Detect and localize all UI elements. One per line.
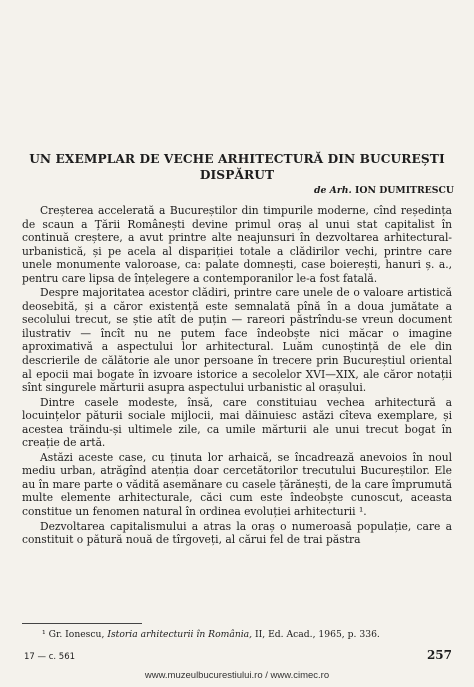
footnote-details: II, Ed. Acad., 1965, p. 336. — [255, 629, 380, 640]
author-prefix: de Arh. — [314, 185, 352, 196]
author-name: ION DUMITRESCU — [355, 185, 454, 196]
printer-signature: 17 — c. 561 — [24, 652, 76, 662]
paragraph-4: Astăzi aceste case, cu ținuta lor arhaică, se încadrează anevoios în noul mediu urban, atrăgînd atenția doar cercetătorilor trecutului Bucureștilor. Ele au în mare parte o vădită asemănare cu casele țărănești, de la care împrumută multe elemente arhitecturale, căci cum este îndeobște cunoscut, aceasta constitue un fenomen natural în ordinea evoluției arhitecturii ¹. — [22, 450, 452, 519]
article-body — [22, 204, 452, 548]
footnote — [42, 629, 452, 641]
paragraph-2: Despre majoritatea acestor clădiri, printre care unele de o valoare artistică deosebită, și a căror existență este semnalată pînă în a doua jumătate a secolului trecut, se știe atît de puțin — rareori păstrîndu-se vreun document ilustrativ — încît nu ne putem face îndeobște nici măcar o imagine aproximativă a aspectului lor arhitectural. Luăm cunoștință de ele din descrierile de călătorie ale unor persoane în trecere prin Bucureștiul oriental al epocii mai bogate în izvoare istorice a secolelor XVI—XIX, ale căror notații sînt singurele mărturii asupra aspectului urbanistic al orașului. — [22, 286, 452, 395]
article-title — [20, 151, 454, 183]
page-number: 257 — [426, 648, 452, 662]
paragraph-5: Dezvoltarea capitalismului a atras la oraș o numeroasă populație, care a constituit o pătură nouă de tîrgoveți, al cărui fel de trai păstra — [22, 519, 452, 547]
article-title-line-2: DISPĂRUT — [199, 168, 275, 182]
footnote-book-title: Istoria arhitecturii în România, — [107, 629, 253, 640]
source-watermark: www.muzeulbucurestiului.ro / www.cimec.ro — [144, 670, 330, 681]
article-title-line-1: UN EXEMPLAR DE VECHE ARHITECTURĂ DIN BUCUREȘTI — [29, 152, 445, 166]
footnote-divider — [22, 623, 142, 624]
paragraph-3: Dintre casele modeste, însă, care constituiau vechea arhitectură a locuințelor păturii sociale mijlocii, mai dăinuiesc astăzi cîteva exemplare, și acestea trăindu-și ultimele zile, ca umile mărturii ale unui trecut bogat în creație de artă. — [22, 395, 452, 450]
paragraph-1: Creșterea accelerată a Bucureștilor din timpurile moderne, cînd reședința de scaun a Țării Românești devine primul oraș al unui stat capitalist în continuă creștere, a avut printre alte neajunsuri în dezvoltarea arhitectural-urbanistică, și pe acela al dispariției totale a clădirilor vechi, printre care unele monumente valoroase, ca: palate domnești, case boierești, hanuri ș. a., pentru care lipsa de înțelegere a contemporanilor le-a fost fatală. — [22, 204, 452, 285]
footnote-author: Gr. Ionescu, — [48, 629, 105, 640]
footnote-mark: ¹ — [42, 629, 46, 640]
author-line — [314, 185, 454, 196]
